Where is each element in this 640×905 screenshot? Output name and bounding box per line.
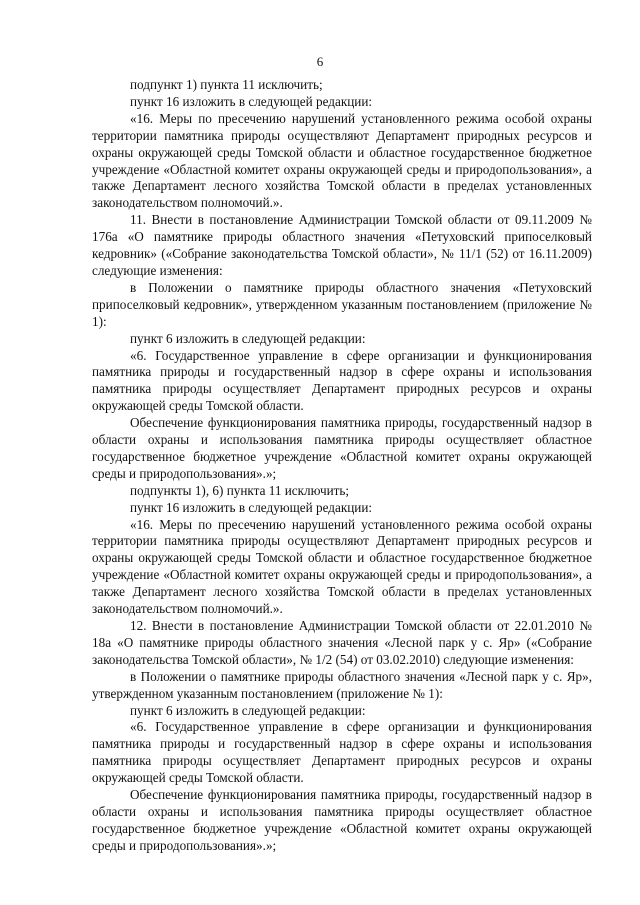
document-body xyxy=(92,77,592,855)
paragraph-regulation-lesnoy-park: в Положении о памятнике природы областного значения «Лесной парк у с. Яр», утвержденном указанным постановлением (приложение № 1): xyxy=(92,668,592,701)
paragraph-item-6-new-wording-2: пункт 6 изложить в следующей редакции: xyxy=(130,702,366,718)
paragraph-item-6-support-2: Обеспечение функционирования памятника природы, государственный надзор в области охраны и использования памятника природы осуществляет областное государственное бюджетное учреждение «Областной комитет охраны окружающей среды и природопользования».»; xyxy=(92,787,592,853)
paragraph-regulation-petukhovsky: в Положении о памятнике природы областного значения «Петуховский припоселковый кедровник», утвержденном указанным постановлением (приложение № 1): xyxy=(92,279,592,329)
paragraph-section-12-amendment: 12. Внести в постановление Администрации Томской области от 22.01.2010 № 18а «О памятнике природы областного значения «Лесной парк у с. Яр» («Собрание законодательства Томской области», № 1/2 (54) от 03.02.2010) следующие изменения: xyxy=(92,618,592,667)
paragraph-item-6-new-wording: пункт 6 изложить в следующей редакции: xyxy=(130,330,366,346)
page-number: 6 xyxy=(316,54,324,69)
paragraph-item-6-support: Обеспечение функционирования памятника природы, государственный надзор в области охраны и использования памятника природы осуществляет областное государственное бюджетное учреждение «Областной комитет охраны окружающей среды и природопользования».»; xyxy=(92,415,592,481)
paragraph-item-16-text-2: «16. Меры по пресечению нарушений установленного режима особой охраны территории памятника природы осуществляют Департамент природных ресурсов и охраны окружающей среды Томской области и областное государственное бюджетное учреждение «Областной комитет охраны окружающей среды и природопользования», а также Департамент лесного хозяйства Томской области в пределах установленных законодательством полномочий.». xyxy=(92,516,592,617)
paragraph-item-16-text: «16. Меры по пресечению нарушений установленного режима особой охраны территории памятника природы осуществляют Департамент природных ресурсов и охраны окружающей среды Томской области и областное государственное бюджетное учреждение «Областной комитет охраны окружающей среды и природопользования», а также Департамент лесного хозяйства Томской области в пределах установленных законодательством полномочий.». xyxy=(92,110,592,211)
paragraph-item-16-new-wording-2: пункт 16 изложить в следующей редакции: xyxy=(130,499,373,515)
paragraph-subpoint-1-item-11-exclude: подпункт 1) пункта 11 исключить; xyxy=(130,77,323,92)
paragraph-section-11-amendment: 11. Внести в постановление Администрации Томской области от 09.11.2009 № 176а «О памятнике природы областного значения «Петуховский припоселковый кедровник» («Собрание законодательства Томской области», № 11/1 (52) от 16.11.2009) следующие изменения: xyxy=(92,212,592,278)
paragraph-subpoints-1-6-exclude: подпункты 1), 6) пункта 11 исключить; xyxy=(130,482,350,498)
paragraph-item-6-text-2: «6. Государственное управление в сфере организации и функционирования памятника природы и государственный надзор в сфере охраны и использования памятника природы осуществляет Департамент природных ресурсов и охраны окружающей среды Томской области. xyxy=(92,719,592,786)
paragraph-item-16-new-wording: пункт 16 изложить в следующей редакции: xyxy=(130,93,373,109)
paragraph-item-6-text: «6. Государственное управление в сфере организации и функционирования памятника природы и государственный надзор в сфере охраны и использования памятника природы осуществляет Департамент природных ресурсов и охраны окружающей среды Томской области. xyxy=(92,347,592,414)
